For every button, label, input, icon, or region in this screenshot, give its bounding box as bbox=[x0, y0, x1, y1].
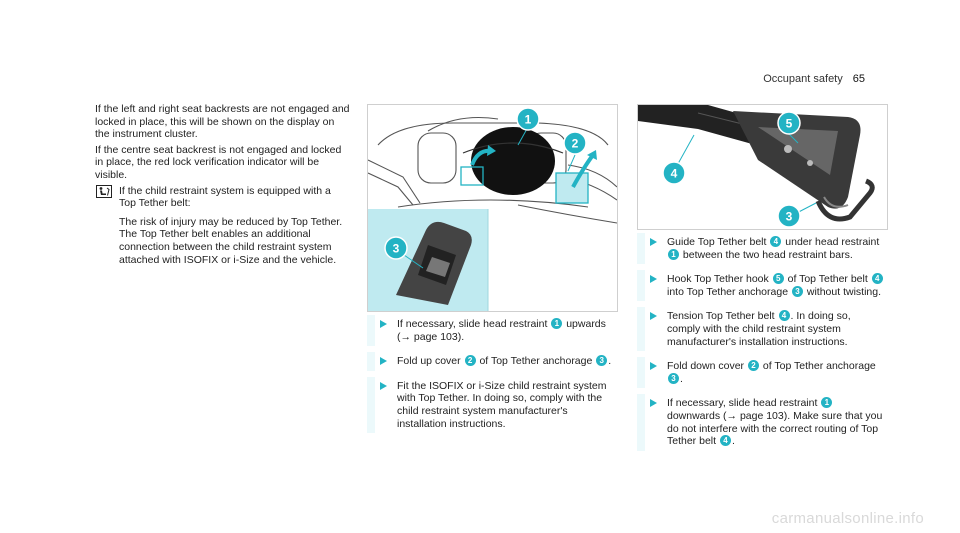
section-title: Occupant safety bbox=[763, 73, 843, 85]
intro-column bbox=[95, 103, 350, 272]
callout-ref: 4 bbox=[779, 310, 790, 321]
callout-3 bbox=[778, 205, 800, 227]
intro-paragraph-1: If the left and right seat backrests are not engaged and locked in place, this will be shown on the display on the instrument cluster. bbox=[95, 103, 350, 141]
step-item: Fold down cover 2 of Top Tether anchorage 3 . bbox=[637, 360, 886, 385]
seat-figure bbox=[367, 104, 618, 312]
callout-ref: 3 bbox=[668, 373, 679, 384]
svg-text:4: 4 bbox=[670, 166, 678, 181]
watermark: carmanualsonline.info bbox=[771, 510, 924, 527]
callout-1 bbox=[517, 108, 539, 130]
steps-left bbox=[367, 318, 616, 442]
note-text: The risk of injury may be reduced by Top Tether. The Top Tether belt enables an additional connection between the child restraint system attached with ISOFIX or i-Size and the vehicle. bbox=[119, 215, 343, 266]
callout-ref: 3 bbox=[596, 355, 607, 366]
svg-text:5: 5 bbox=[785, 116, 793, 131]
callout-ref: 1 bbox=[668, 249, 679, 260]
step-arrow-icon bbox=[650, 275, 657, 283]
note-block bbox=[95, 185, 350, 273]
step-arrow-icon bbox=[650, 362, 657, 370]
callout-ref: 1 bbox=[821, 397, 832, 408]
step-item: If necessary, slide head restraint 1 upwards (→ page 103). bbox=[367, 318, 616, 343]
callout-2 bbox=[564, 132, 586, 154]
step-item: Tension Top Tether belt 4 . In doing so, comply with the child restraint system manufacturer's installation instructions. bbox=[637, 310, 886, 348]
step-item: If necessary, slide head restraint 1 downwards (→ page 103). Make sure that you do not interfere with the correct routing of Top Tether belt 4 . bbox=[637, 397, 886, 447]
step-arrow-icon bbox=[650, 238, 657, 246]
svg-text:1: 1 bbox=[524, 112, 532, 127]
callout-ref: 2 bbox=[465, 355, 476, 366]
step-arrow-icon bbox=[380, 320, 387, 328]
intro-paragraph-2: If the centre seat backrest is not engaged and locked in place, the red lock verification indicator will be visible. bbox=[95, 143, 342, 181]
svg-text:2: 2 bbox=[571, 136, 579, 151]
page-number: 65 bbox=[852, 73, 865, 85]
child-seat-icon bbox=[95, 185, 113, 199]
callout-3 bbox=[385, 237, 407, 259]
svg-text:3: 3 bbox=[785, 209, 793, 224]
callout-ref: 4 bbox=[720, 435, 731, 446]
step-item: Guide Top Tether belt 4 under head restraint 1 between the two head restraint bars. bbox=[637, 236, 886, 261]
step-item: Hook Top Tether hook 5 of Top Tether belt 4 into Top Tether anchorage 3 without twisting. bbox=[637, 273, 886, 298]
callout-ref: 1 bbox=[551, 318, 562, 329]
step-arrow-icon bbox=[650, 399, 657, 407]
callout-ref: 5 bbox=[773, 273, 784, 284]
step-item: Fold up cover 2 of Top Tether anchorage 3 . bbox=[367, 355, 616, 368]
step-item: Fit the ISOFIX or i-Size child restraint system with Top Tether. In doing so, comply with the child restraint system manufacturer's installation instructions. bbox=[367, 380, 616, 430]
callout-ref: 2 bbox=[748, 360, 759, 371]
step-arrow-icon bbox=[380, 357, 387, 365]
top-tether-figure bbox=[637, 104, 888, 230]
step-arrow-icon bbox=[650, 312, 657, 320]
note-title: If the child restraint system is equipped with a Top Tether belt: bbox=[119, 184, 331, 210]
svg-text:3: 3 bbox=[392, 241, 400, 256]
step-arrow-icon bbox=[380, 382, 387, 390]
steps-right bbox=[637, 236, 886, 460]
callout-ref: 3 bbox=[792, 286, 803, 297]
callout-ref: 4 bbox=[872, 273, 883, 284]
page-header bbox=[763, 73, 865, 85]
callout-5 bbox=[778, 112, 800, 134]
callout-4 bbox=[663, 162, 685, 184]
callout-ref: 4 bbox=[770, 236, 781, 247]
